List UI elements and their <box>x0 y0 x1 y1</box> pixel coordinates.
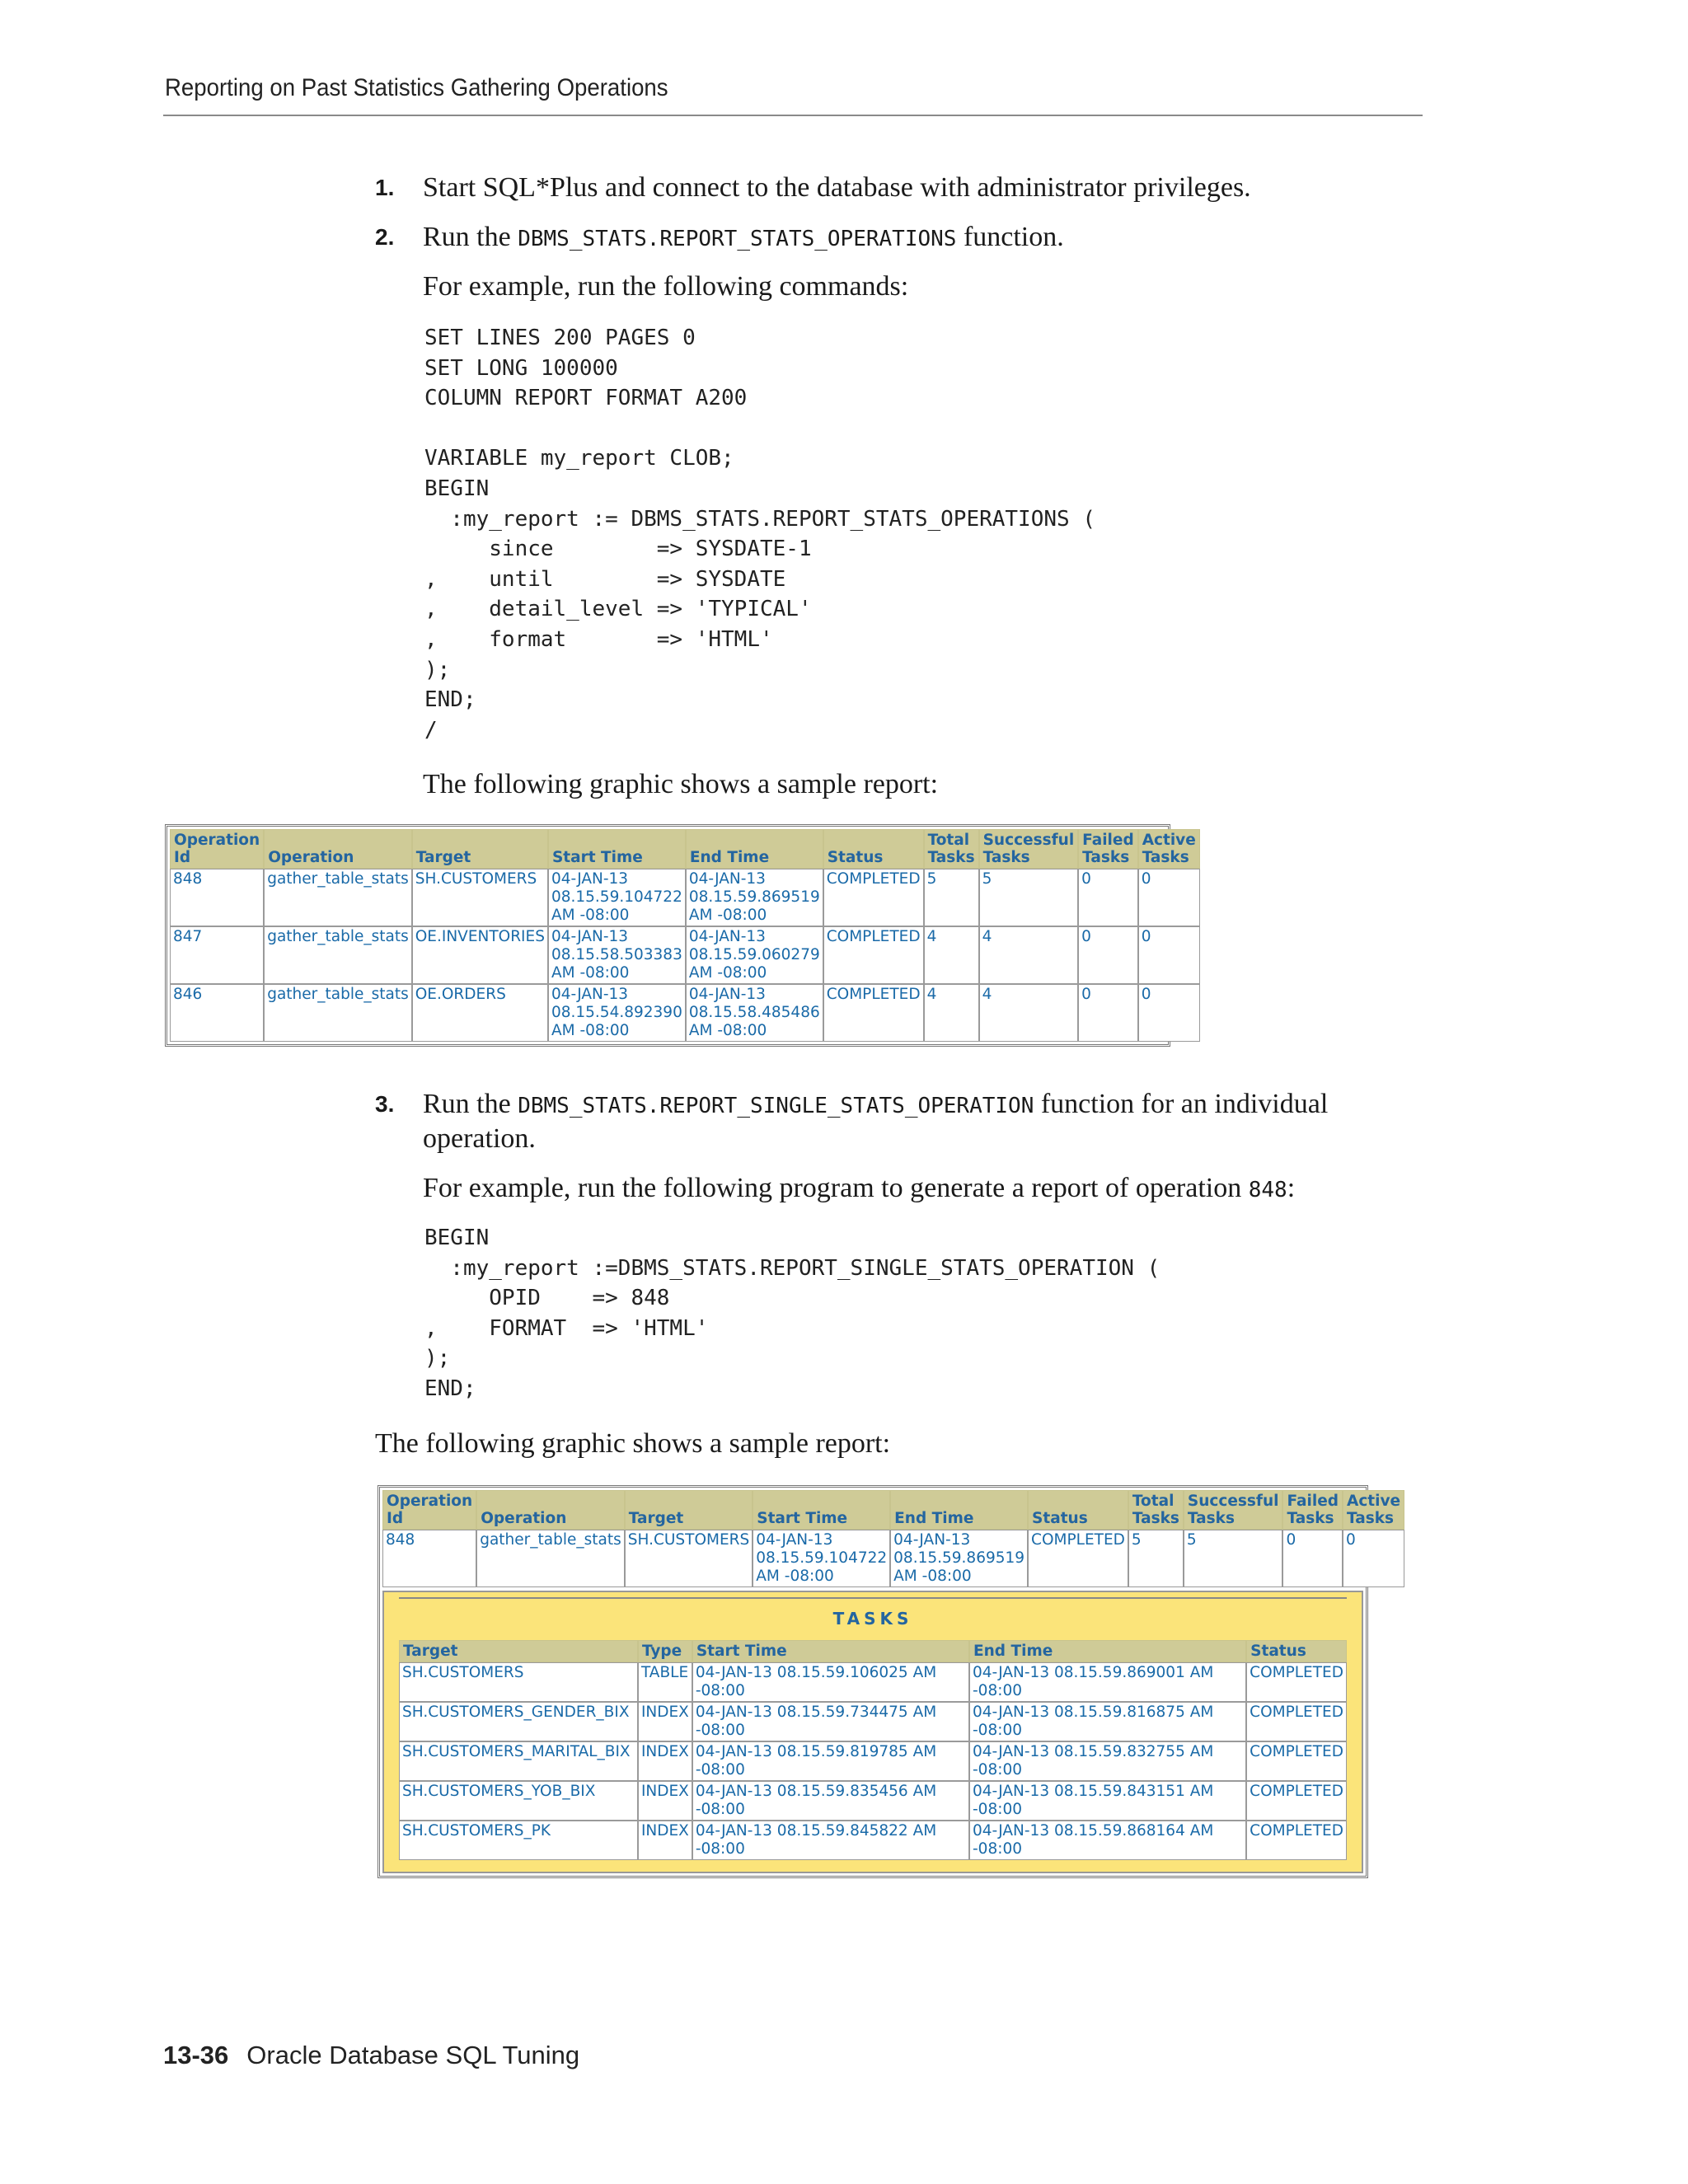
table-cell: gather_table_stats <box>476 1530 625 1587</box>
table-cell: COMPLETED <box>1246 1662 1347 1702</box>
table-cell: COMPLETED <box>823 984 924 1042</box>
column-header: Operation Id <box>170 829 264 869</box>
table-row <box>399 1781 1347 1821</box>
code-block-report-stats-operations: SET LINES 200 PAGES 0 SET LONG 100000 COLUMN REPORT FORMAT A200 VARIABLE my_report CLOB; BEGIN :my_report := DBMS_STATS.REPORT_STATS_OPERATIONS ( since => SYSDATE-1 , until => SYSDATE , detail_level => 'TYPICAL' , format => 'HTML' ); END; / <box>424 326 1095 743</box>
table-cell: SH.CUSTOMERS <box>625 1530 753 1587</box>
column-header: End Time <box>969 1640 1246 1662</box>
column-header: Failed Tasks <box>1282 1490 1343 1530</box>
example-program-post: : <box>1287 1173 1296 1203</box>
column-header: Active Tasks <box>1343 1490 1404 1530</box>
table-row <box>170 926 1200 984</box>
table-cell: 04-JAN-13 08.15.59.832755 AM -08:00 <box>969 1741 1246 1781</box>
tasks-section <box>382 1591 1363 1873</box>
table-cell: SH.CUSTOMERS_YOB_BIX <box>399 1781 638 1821</box>
table-cell: 04-JAN-13 08.15.59.816875 AM -08:00 <box>969 1702 1246 1741</box>
column-header: Status <box>1246 1640 1347 1662</box>
function-name: DBMS_STATS.REPORT_SINGLE_STATS_OPERATION <box>518 1094 1034 1118</box>
column-header: Total Tasks <box>1128 1490 1184 1530</box>
operation-id-code: 848 <box>1248 1178 1287 1202</box>
table-cell: 5 <box>1184 1530 1283 1587</box>
table-row <box>382 1530 1404 1587</box>
table-cell: COMPLETED <box>1246 1702 1347 1741</box>
table-row <box>170 984 1200 1042</box>
table-row <box>399 1821 1347 1860</box>
table-cell: INDEX <box>638 1781 692 1821</box>
table-cell: 5 <box>979 869 1079 926</box>
table-cell: 4 <box>979 984 1079 1042</box>
step-text-post: function for an individual operation. <box>423 1089 1329 1154</box>
table-cell: 04-JAN-13 08.15.59.869519 AM -08:00 <box>890 1530 1028 1587</box>
table-cell: OE.ORDERS <box>412 984 548 1042</box>
step-number: 3. <box>375 1091 395 1117</box>
table-cell: 04-JAN-13 08.15.59.868164 AM -08:00 <box>969 1821 1246 1860</box>
table-row <box>399 1741 1347 1781</box>
table-cell: 848 <box>382 1530 476 1587</box>
report-header-row <box>170 829 1200 869</box>
book-title: Oracle Database SQL Tuning <box>246 2041 580 2069</box>
column-header: Start Time <box>753 1490 890 1530</box>
table-cell: TABLE <box>638 1662 692 1702</box>
table-cell: 04-JAN-13 08.15.59.835456 AM -08:00 <box>692 1781 969 1821</box>
table-cell: 0 <box>1138 869 1200 926</box>
step-text <box>423 1088 1445 1155</box>
sample-report-caption-2: The following graphic shows a sample report: <box>375 1428 891 1459</box>
table-cell: 04-JAN-13 08.15.59.869001 AM -08:00 <box>969 1662 1246 1702</box>
sample-report-operations <box>165 824 1196 1047</box>
column-header: End Time <box>890 1490 1028 1530</box>
column-header: End Time <box>686 829 823 869</box>
table-cell: 0 <box>1078 984 1138 1042</box>
table-row <box>399 1702 1347 1741</box>
table-cell: INDEX <box>638 1821 692 1860</box>
example-commands-text: For example, run the following commands: <box>423 271 909 302</box>
table-cell: SH.CUSTOMERS_GENDER_BIX <box>399 1702 638 1741</box>
table-cell: 0 <box>1282 1530 1343 1587</box>
page-footer <box>163 2041 579 2070</box>
table-cell: COMPLETED <box>1028 1530 1128 1587</box>
table-cell: INDEX <box>638 1741 692 1781</box>
table-cell: 04-JAN-13 08.15.59.104722 AM -08:00 <box>753 1530 890 1587</box>
tasks-title: TASKS <box>399 1597 1347 1640</box>
step-text: Start SQL*Plus and connect to the database with administrator privileges. <box>423 172 1251 203</box>
sample-report-caption: The following graphic shows a sample report: <box>423 769 939 799</box>
table-cell: SH.CUSTOMERS <box>399 1662 638 1702</box>
table-cell: 846 <box>170 984 264 1042</box>
table-cell: 04-JAN-13 08.15.54.892390 AM -08:00 <box>548 984 686 1042</box>
table-cell: 4 <box>924 984 979 1042</box>
table-cell: 4 <box>924 926 979 984</box>
table-cell: SH.CUSTOMERS <box>412 869 548 926</box>
example-program-text <box>423 1172 1295 1207</box>
table-cell: INDEX <box>638 1702 692 1741</box>
step-text <box>423 221 1445 255</box>
column-header: Target <box>625 1490 753 1530</box>
table-cell: gather_table_stats <box>264 869 412 926</box>
column-header: Target <box>412 829 548 869</box>
table-cell: 04-JAN-13 08.15.58.485486 AM -08:00 <box>686 984 823 1042</box>
table-cell: 04-JAN-13 08.15.59.845822 AM -08:00 <box>692 1821 969 1860</box>
table-cell: COMPLETED <box>823 926 924 984</box>
column-header: Operation Id <box>382 1490 476 1530</box>
table-cell: COMPLETED <box>1246 1781 1347 1821</box>
table-cell: 04-JAN-13 08.15.59.819785 AM -08:00 <box>692 1741 969 1781</box>
column-header: Start Time <box>548 829 686 869</box>
column-header: Type <box>638 1640 692 1662</box>
page-number: 13-36 <box>163 2041 229 2069</box>
step-text-pre: Run the <box>423 1089 518 1119</box>
report-operations-table <box>170 829 1200 1042</box>
table-cell: 4 <box>979 926 1079 984</box>
code-block-single-stats-operation: BEGIN :my_report :=DBMS_STATS.REPORT_SINGLE_STATS_OPERATION ( OPID => 848 , FORMAT => 'HTML' ); END; <box>424 1226 1160 1401</box>
step-text-post: function. <box>956 222 1064 252</box>
table-cell: 04-JAN-13 08.15.59.869519 AM -08:00 <box>686 869 823 926</box>
table-cell: 0 <box>1078 869 1138 926</box>
table-cell: 04-JAN-13 08.15.58.503383 AM -08:00 <box>548 926 686 984</box>
function-name: DBMS_STATS.REPORT_STATS_OPERATIONS <box>518 227 957 251</box>
step-number: 2. <box>375 224 395 250</box>
column-header: Status <box>823 829 924 869</box>
tasks-table <box>399 1640 1347 1860</box>
table-row <box>170 869 1200 926</box>
step-text-pre: Run the <box>423 222 518 252</box>
table-cell: SH.CUSTOMERS_MARITAL_BIX <box>399 1741 638 1781</box>
table-cell: 04-JAN-13 08.15.59.734475 AM -08:00 <box>692 1702 969 1741</box>
column-header: Active Tasks <box>1138 829 1200 869</box>
header-rule <box>163 115 1423 116</box>
table-cell: gather_table_stats <box>264 984 412 1042</box>
table-cell: 0 <box>1343 1530 1404 1587</box>
table-cell: COMPLETED <box>1246 1821 1347 1860</box>
table-cell: gather_table_stats <box>264 926 412 984</box>
column-header: Target <box>399 1640 638 1662</box>
table-row <box>399 1662 1347 1702</box>
table-cell: 04-JAN-13 08.15.59.060279 AM -08:00 <box>686 926 823 984</box>
report-single-operation-table <box>382 1490 1404 1587</box>
column-header: Successful Tasks <box>1184 1490 1283 1530</box>
table-cell: 0 <box>1078 926 1138 984</box>
column-header: Successful Tasks <box>979 829 1079 869</box>
column-header: Start Time <box>692 1640 969 1662</box>
column-header: Operation <box>264 829 412 869</box>
table-cell: 0 <box>1138 984 1200 1042</box>
table-cell: 04-JAN-13 08.15.59.106025 AM -08:00 <box>692 1662 969 1702</box>
tasks-header-row <box>399 1640 1347 1662</box>
table-cell: OE.INVENTORIES <box>412 926 548 984</box>
table-cell: 847 <box>170 926 264 984</box>
column-header: Status <box>1028 1490 1128 1530</box>
report-header-row <box>382 1490 1404 1530</box>
column-header: Operation <box>476 1490 625 1530</box>
table-cell: 5 <box>1128 1530 1184 1587</box>
table-cell: SH.CUSTOMERS_PK <box>399 1821 638 1860</box>
table-cell: COMPLETED <box>823 869 924 926</box>
running-header: Reporting on Past Statistics Gathering Operations <box>165 74 668 101</box>
example-program-pre: For example, run the following program to generate a report of operation <box>423 1173 1249 1203</box>
column-header: Total Tasks <box>924 829 979 869</box>
sample-report-single-operation <box>377 1485 1401 1878</box>
table-cell: 0 <box>1138 926 1200 984</box>
table-cell: COMPLETED <box>1246 1741 1347 1781</box>
table-cell: 5 <box>924 869 979 926</box>
table-cell: 848 <box>170 869 264 926</box>
column-header: Failed Tasks <box>1078 829 1138 869</box>
table-cell: 04-JAN-13 08.15.59.104722 AM -08:00 <box>548 869 686 926</box>
table-cell: 04-JAN-13 08.15.59.843151 AM -08:00 <box>969 1781 1246 1821</box>
step-number: 1. <box>375 175 395 200</box>
